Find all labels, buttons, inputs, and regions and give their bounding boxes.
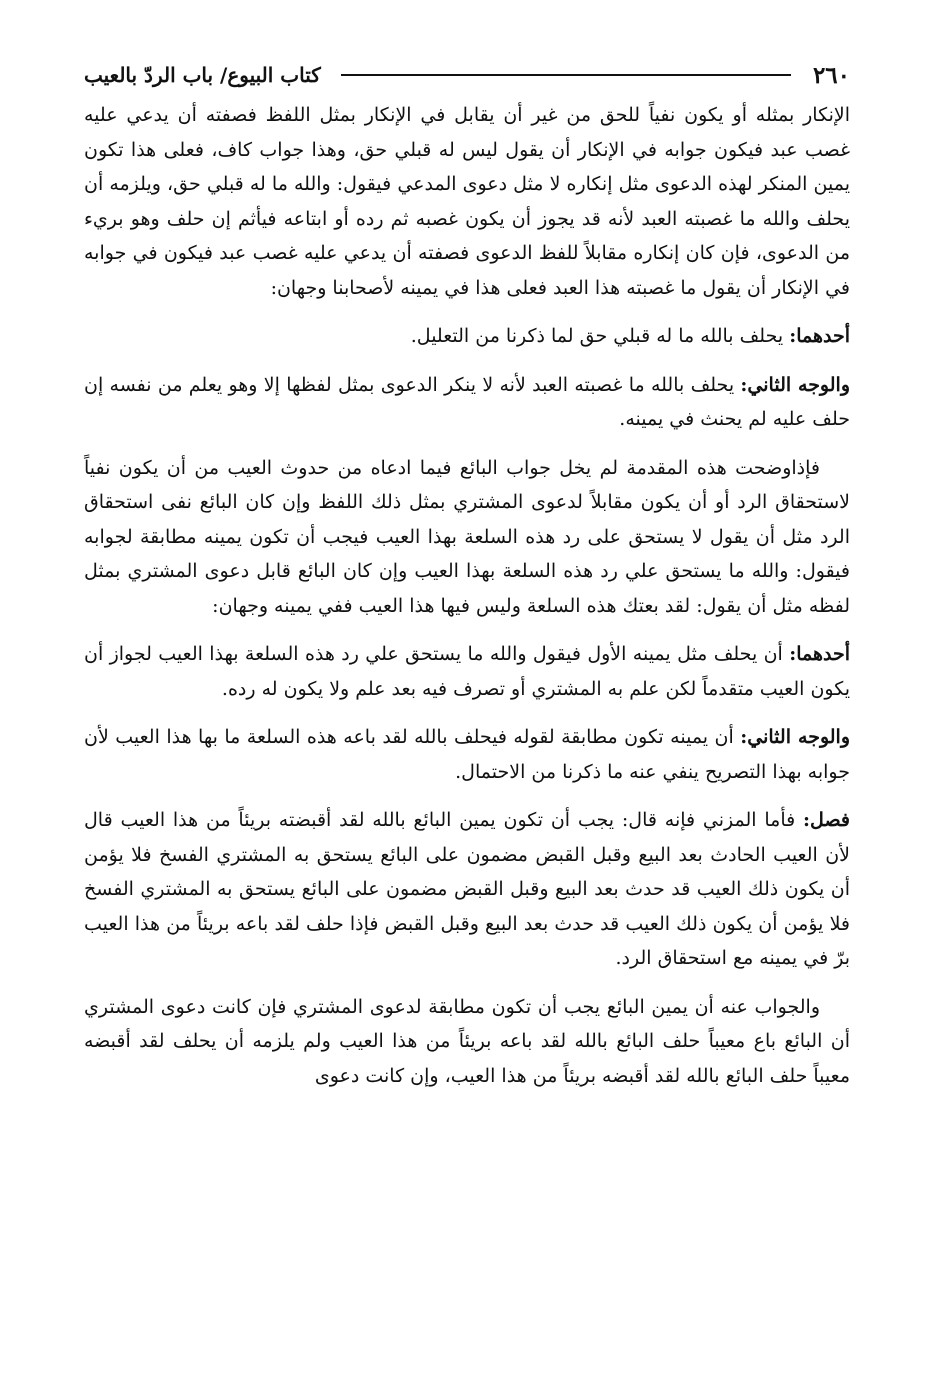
- paragraph-text: فأما المزني فإنه قال: يجب أن تكون يمين البائع بالله لقد أقبضته بريئاً من هذا العيب قال لأن العيب الحادث بعد البيع وقبل القبض مضمون على البائع يستحق به المشتري الفسخ فلا يؤمن أن يكون ذلك العيب قد حدث بعد البيع وقبل القبض مضمون على البائع يستحق به المشتري الفسخ فلا يؤمن أن يكون ذلك العيب قد حدث بعد البيع وقبل القبض فإذا حلف لقد باعه بريئاً من هذا العيب برّ في يمينه مع استحقاق الرد.: [84, 809, 850, 969]
- paragraph-lead: والوجه الثاني:: [740, 726, 850, 748]
- paragraph-text: والجواب عنه أن يمين البائع يجب أن تكون مطابقة لدعوى المشتري فإن كانت دعوى المشتري أن البائع باع معيباً حلف البائع بالله لقد باعه بريئاً من هذا العيب ولم يلزمه أن يحلف لقد أقبضه معيباً حلف البائع بالله لقد أقبضه بريئاً من هذا العيب، وإن كانت دعوى: [84, 995, 850, 1087]
- paragraph-4: [84, 451, 850, 624]
- paragraph-lead: والوجه الثاني:: [740, 373, 850, 396]
- page-header: [84, 58, 850, 92]
- paragraph-lead: أحدهما:: [789, 325, 850, 347]
- paragraph-text: يحلف بالله ما له قبلي حق لما ذكرنا من التعليل.: [410, 325, 790, 347]
- paragraph-2: [84, 319, 850, 354]
- paragraph-6: [84, 720, 850, 789]
- header-rule: [341, 74, 791, 76]
- paragraph-text: أن يحلف مثل يمينه الأول فيقول والله ما يستحق علي رد هذه السلعة بهذا العيب لجواز أن يكون العيب متقدماً لكن علم به المشتري أو تصرف فيه بعد علم ولا يكون له رده.: [84, 643, 850, 700]
- page-number: ٢٦٠: [812, 61, 850, 89]
- running-title: كتاب البيوع/ باب الردّ بالعيب: [84, 63, 321, 87]
- paragraph-7: [84, 803, 850, 976]
- paragraph-1: [84, 98, 850, 305]
- paragraph-lead: أحدهما:: [789, 643, 851, 665]
- paragraph-3: [84, 368, 850, 437]
- page-body: [84, 98, 850, 1107]
- paragraph-text: يحلف بالله ما غصبته العبد لأنه لا ينكر الدعوى بمثل لفظها إلا وهو يعلم من نفسه إن حلف عليه لم يحنث في يمينه.: [84, 373, 850, 430]
- paragraph-text: أن يمينه تكون مطابقة لقوله فيحلف بالله لقد باعه هذه السلعة ما بها هذا العيب لأن جوابه بهذا التصريح ينفي عنه ما ذكرنا من الاحتمال.: [84, 726, 850, 783]
- paragraph-lead: فصل:: [803, 809, 851, 831]
- paragraph-text: فإذاوضحت هذه المقدمة لم يخل جواب البائع فيما ادعاه من حدوث العيب من أن يكون نفياً لاستحقاق الرد أو أن يكون مقابلاً لدعوى المشتري بمثل ذلك اللفظ وإن كان البائع نفى استحقاق الرد مثل أن يقول لا يستحق على رد هذه السلعة بهذا العيب فيجب أن تكون يمينه مطابقة لجوابه فيقول: والله ما يستحق علي رد هذه السلعة بهذا العيب وإن كان البائع قابل دعوى المشتري بمثل لفظه مثل أن يقول: لقد بعتك هذه السلعة وليس فيها هذا العيب ففي يمينه وجهان:: [84, 456, 850, 617]
- paragraph-5: [84, 637, 850, 706]
- paragraph-8: [84, 990, 850, 1094]
- paragraph-text: الإنكار بمثله أو يكون نفياً للحق من غير أن يقابل في الإنكار بمثل اللفظ فصفته أن يدعي عليه غصب عبد فيكون جوابه في الإنكار أن يقول ليس له قبلي حق، وهذا جواب كاف، فعلى هذا تكون يمين المنكر لهذه الدعوى مثل إنكاره لا مثل دعوى المدعي فيقول: والله ما له قبلي حق، ويلزمه أن يحلف والله ما غصبته العبد لأنه قد يجوز أن يكون غصبه ثم رده أو ابتاعه فيأثم إن حلف وهو بريء من الدعوى، فإن كان إنكاره مقابلاً للفظ الدعوى فصفته أن يدعي عليه غصب عبد فيكون في جوابه في الإنكار أن يقول ما غصبته هذا العبد فعلى هذا في يمينه لأصحابنا وجهان:: [84, 104, 850, 299]
